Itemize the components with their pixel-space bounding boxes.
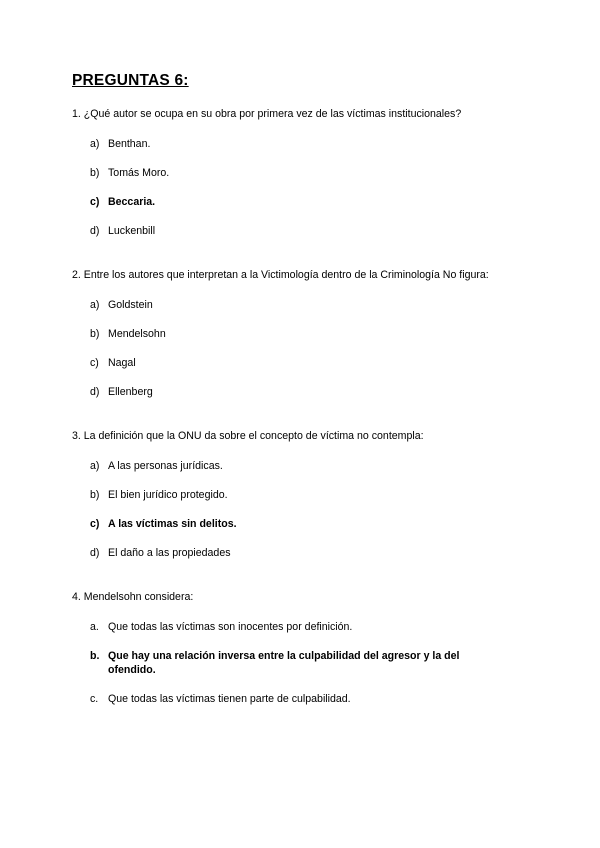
option-text: Que todas las víctimas tienen parte de culpabilidad. <box>108 693 351 705</box>
q1-option-d <box>90 224 508 238</box>
q3-option-a <box>90 459 508 473</box>
option-text: Beccaria. <box>108 196 156 208</box>
q2-option-b <box>90 327 508 341</box>
option-text: Benthan. <box>108 138 151 150</box>
option-mark: c) <box>90 196 100 208</box>
q4-option-c <box>90 692 508 706</box>
q2-option-a <box>90 298 508 312</box>
option-mark: d) <box>90 225 100 237</box>
q1-option-c-answer <box>90 195 508 209</box>
option-mark: a) <box>90 138 100 150</box>
q1-option-b <box>90 166 508 180</box>
option-text: Mendelsohn <box>108 328 166 340</box>
q3-option-c-answer <box>90 517 508 531</box>
option-mark: a. <box>90 621 99 633</box>
option-mark: b. <box>90 650 100 662</box>
option-mark: a) <box>90 299 100 311</box>
q3-option-d <box>90 546 508 560</box>
option-mark: b) <box>90 167 100 179</box>
option-text: Goldstein <box>108 299 153 311</box>
option-text: A las personas jurídicas. <box>108 460 223 472</box>
option-mark: c. <box>90 693 99 705</box>
question-2: 2. Entre los autores que interpretan a la Victimología dentro de la Criminología No figura: <box>72 269 489 281</box>
option-mark: a) <box>90 460 100 472</box>
q4-option-b-answer <box>90 649 488 677</box>
q1-option-a <box>90 137 508 151</box>
option-text: Tomás Moro. <box>108 167 170 179</box>
page-title: PREGUNTAS 6: <box>72 72 189 89</box>
option-mark: c) <box>90 357 99 369</box>
option-text: Luckenbill <box>108 225 156 237</box>
option-text: El bien jurídico protegido. <box>108 489 228 501</box>
question-4: 4. Mendelsohn considera: <box>72 591 194 603</box>
option-mark: d) <box>90 386 100 398</box>
q2-option-d <box>90 385 508 399</box>
q4-option-a <box>90 620 508 634</box>
option-text: Ellenberg <box>108 386 153 398</box>
question-1: 1. ¿Qué autor se ocupa en su obra por primera vez de las víctimas institucionales? <box>72 108 462 120</box>
option-text: Que hay una relación inversa entre la culpabilidad del agresor y la del ofendido. <box>108 650 460 676</box>
option-mark: c) <box>90 518 100 530</box>
option-mark: b) <box>90 489 100 501</box>
q2-option-c <box>90 356 508 370</box>
option-mark: d) <box>90 547 100 559</box>
option-mark: b) <box>90 328 100 340</box>
option-text: A las víctimas sin delitos. <box>108 518 237 530</box>
option-text: Nagal <box>108 357 136 369</box>
option-text: El daño a las propiedades <box>108 547 231 559</box>
option-text: Que todas las víctimas son inocentes por definición. <box>108 621 353 633</box>
question-3: 3. La definición que la ONU da sobre el concepto de víctima no contempla: <box>72 430 424 442</box>
q3-option-b <box>90 488 508 502</box>
